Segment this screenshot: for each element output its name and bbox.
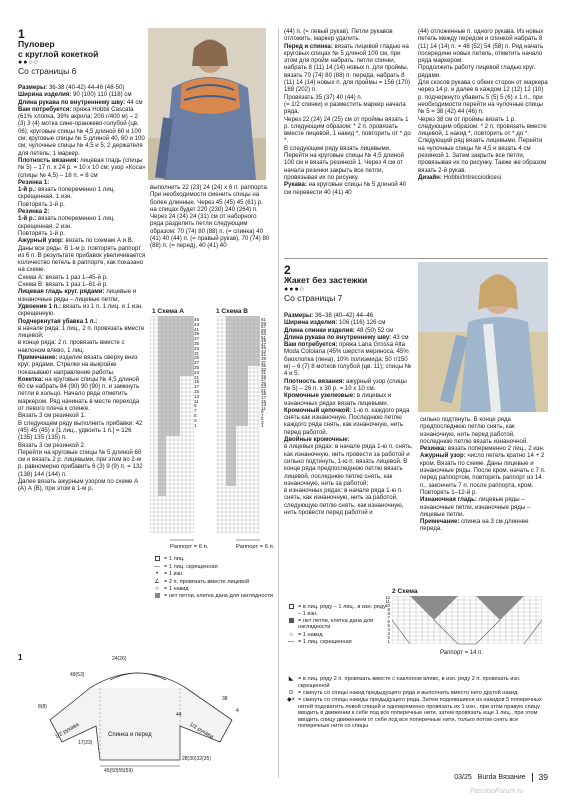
scheme-a-rapport: Раппорт = 6 п. <box>170 544 209 550</box>
filled-square-icon <box>284 618 298 626</box>
pattern1-photo-art <box>148 28 266 180</box>
p2c2-2: Ажурный узор: число петель кратно 14 + 2 кром. Вязать по схеме. Даны лицевые и изнаночные ряды. После кром. начать с 7 п. перед раппортом, повторять раппорт из 14 п., закончить 7 п. после раппорта, кром. Повторять 1–12-й р. <box>420 452 546 496</box>
legend1-item-3: ∠ = 2 п. провязать вместе лицевой <box>150 579 274 586</box>
schematic1-m6: 4 <box>236 708 239 714</box>
p1c3-5: В следующем ряду вязать лицевыми. Перейти на круговые спицы № 4,5 длиной 100 см и вязать резинкой 1. Через 4 см от начала резинки закрыть все петли, провязывая их по рисунку. <box>284 144 404 181</box>
p1c3-3: (= 1/2 спинки) и разместить маркер начала ряда. <box>284 100 406 116</box>
scheme2-row-number: 6 <box>387 619 390 624</box>
column-divider <box>278 28 279 778</box>
schematic1-m7: 28(30)32(35) <box>182 756 211 762</box>
pattern1-col1 <box>18 84 146 493</box>
schematic1-sleeve-left: 1/2 рукава <box>54 721 81 741</box>
p1c1-0: Размеры: 36-38 (40-42) 44-46 (48-50) <box>18 84 125 91</box>
pattern2-col1 <box>284 312 414 516</box>
p1c4-1: Продолжить работу лицевой гладью круг. рядами. <box>418 64 536 79</box>
scheme-b-row-number: 11 <box>261 405 266 411</box>
pattern2-difficulty: ●●●○ <box>284 285 305 293</box>
scheme-b-rapport: Раппорт = 6 п. <box>236 544 275 550</box>
scheme-b-row-number: 1 <box>261 423 264 429</box>
scheme-b-row-number: 3 <box>261 419 264 425</box>
scheme2-rapport: Раппорт = 14 п. <box>440 650 484 656</box>
scheme-b-row-number: 31 <box>261 370 267 376</box>
schematic1-body-label: Спинка и перед <box>108 732 152 738</box>
schematic1-m1: 49(53) <box>70 672 85 678</box>
p2c1-2: Длина спинки изделия: 48 (50) 52 см <box>284 326 394 334</box>
p2c1-0: Размеры: 36–38 (40–42) 44–46 <box>284 312 374 319</box>
p1c1-12: Схема А: вязать 1 раз 1–45-й р. <box>18 273 108 281</box>
scheme-b-title: 1 Схема В <box>216 308 248 315</box>
pattern2-number: 2 <box>284 263 291 277</box>
watermark: PassionForum.ru <box>470 788 524 795</box>
scheme-a-row-number: 1 <box>194 422 197 428</box>
p1c1-5: Резинка 1: <box>18 178 50 186</box>
scheme-a-row-number: 27 <box>194 360 200 366</box>
pattern1-difficulty: ●●○○ <box>18 59 39 66</box>
p1c1-19: Примечание: изделие вязать сверху вниз круг. рядами. Стрелки на выкройке показывают направление работы. <box>18 353 138 376</box>
scheme-b-row-number: 49 <box>261 338 267 344</box>
scheme-a-row-number: 9 <box>194 403 197 409</box>
p1c4-4: Следующий ряд вязать лицевыми. Перейти на чулочные спицы № 4,5 и вязать 4 см резинкой 1. Затем закрыть все петли, провязывая их по рисунку. Также же образом вязать 2-й рукав. <box>418 137 547 174</box>
scheme-a-row-number: 43 <box>194 321 200 327</box>
p1c3-4: Через 22 (24) 24 (25) см от проймы вязать 1 р. следующим образом: * 2 п. провязать вместе лицевой, 1 накид *, повторить от * до *. <box>284 115 411 145</box>
p1c1-10: Повторять 1-й р. <box>18 229 65 237</box>
p2c2-1: Резинка: вязать попеременно 2 лиц., 2 изн. <box>420 445 545 453</box>
pattern2-page-ref: Со страницы 7 <box>284 292 343 303</box>
p1c1-16: Подчеркнутая убавка 1 п.: <box>18 317 98 325</box>
scheme-a-row-number: 33 <box>194 345 200 351</box>
pattern2-col2 <box>420 416 548 533</box>
footer <box>438 772 548 782</box>
p1c4-0: (44) отложенные п. одного рукава. Из новых петель между передом и спинкой набрать 8 (11) 14 (14) п. = 48 (52) 54 (58) п. Ряд начать посередине новых петель, отметить начало ряда маркером. <box>418 28 544 65</box>
scheme-a-row-number: 29 <box>194 355 200 361</box>
p1c1-6: 1-й р.: вязать попеременно 1 лиц. скрещенная, 1 изн. <box>18 186 115 201</box>
pattern1-col4 <box>418 28 548 181</box>
scheme-b-row-numbers <box>261 318 271 428</box>
pattern1-number: 1 <box>18 27 25 41</box>
dash-icon: — <box>288 638 294 645</box>
footer-issue: 03/25 <box>454 773 472 781</box>
scheme-a-title: 1 Схема А <box>152 308 184 315</box>
scheme-a-row-number: 39 <box>194 331 200 337</box>
scheme-a-row-number: 17 <box>194 384 200 390</box>
scheme2-row-number: 3 <box>387 631 390 636</box>
scheme2-row-number: 5 <box>387 623 390 628</box>
p1c1-25: Далее вязать ажурным узором по схеме А (А) А (В), при этом в 1-м р. <box>18 478 139 493</box>
double-yarnover-icon: ◆× <box>286 696 296 703</box>
legend2-item-5: ⊙ = скинуть со спицы накид предыдущего ряда и выполнить вместо него другой накид <box>284 690 550 697</box>
scheme-b-row-number: 19 <box>261 391 267 397</box>
scheme-b-row-number: 59 <box>261 320 267 326</box>
p1c1-8: Резинка 2: <box>18 208 50 216</box>
scheme-b-row-number: 35 <box>261 363 267 369</box>
p1c3-1: Перед и спинка: вязать лицевой гладью на круговых спицах № 5 длиной 100 см, при этом для пройм набрать: петли спинки, набрать 8 (11) 14 (14) новых п. для проймы, вязать 70 (74) 80 (88) п. переда, набрать 8 (11) 14 (14) новых п. для проймы = 156 (170) 188 (202) п. <box>284 42 411 94</box>
legend1-item-2: • = 1 изн. <box>150 571 274 578</box>
scheme2-row-number: 7 <box>387 615 390 620</box>
legend1-item-0: = 1 лиц. <box>150 556 274 564</box>
p1c1-21: Вязать 3 см резинкой 1. <box>18 412 86 420</box>
p2c2-4: Примечание: спинка на 3 см длиннее переда. <box>420 518 529 533</box>
p2c1-10: в изнаночных рядах: в начале ряда 1-ю п. снять, как изнаночную, нить за работой, следующую петлю снять, как изнаночную, нить провести перед работой и <box>284 487 404 517</box>
scheme-b-row-number: 29 <box>261 373 267 379</box>
scheme2-grid <box>392 596 542 648</box>
p1c1-23: Вязать 3 см резинкой 2. <box>18 441 86 449</box>
pattern1-header <box>18 28 128 76</box>
scheme-a-row-number: 21 <box>194 374 200 380</box>
empty-square-icon <box>150 556 164 564</box>
scheme-b-row-number: 15 <box>261 398 267 404</box>
legend2-bottom <box>284 676 550 731</box>
scheme-a-row-number: 35 <box>194 340 200 346</box>
schematic1-m3: 17(23) <box>78 740 93 746</box>
p2c1-9: в лицевых рядах: в начале ряда 1-ю п. снять, как изнаночную, нить провести за работой и сильно подтянуть, 1-ю п. вязать лицевой. В конце ряда предпоследнюю петлю вязать лицевой, последнюю петлю снять, как изнаночную, нить за работой; <box>284 443 413 487</box>
scheme-a-row-number: 45 <box>194 317 200 322</box>
p1c3-6: Рукава: на круговые спицы № 5 длиной 40 см перевести 40 (41) 40 <box>284 181 407 196</box>
p1c4-3: Через 38 см от проймы вязать 1 р. следующим образом: * 2 п. провязать вместе лицевой, 1 накид *, повторить от * до *. <box>418 115 547 138</box>
scheme-a-row-number: 23 <box>194 369 200 375</box>
pattern1-title-line1: Пуловер <box>18 39 55 49</box>
schematic1-m4: 45(50)55(59) <box>104 768 133 774</box>
legend1-item-5: = нет петли, клетка дана для наглядности <box>150 593 274 601</box>
p2c1-3: Длина рукава по внутреннему шву: 43 см <box>284 333 409 341</box>
p2c1-4: Вам потребуется: пряжа Lana Grossa Alta Moda Cotolana (45% шерсти мериноса, 45% биохлопка (лена), 10% полиэмида; 50 г/150 м) – 6 (7) 8 мотков голубой (цв. 11); спицы № 4 и 5. <box>284 341 412 378</box>
legend2-top <box>284 604 390 646</box>
p1c1-2: Длина рукава по внутреннему шву: 44 см <box>18 98 143 106</box>
scheme-a-row-number: 5 <box>194 412 197 418</box>
scheme-b-row-number: 21 <box>261 387 267 393</box>
section-divider <box>284 258 548 259</box>
p1c1-15: Удвоение 1 п.: вязать из 1 п. 1 лиц. и 1 изн. скрещенную. <box>18 302 143 318</box>
scheme-b-row-number: 37 <box>261 359 267 365</box>
schemes-grid <box>150 316 278 548</box>
p2c2-0: сильно подтянуть. В конце ряда предпоследнюю петлю снять, как изнаночную, нить перед работой, последнюю петлю вязать изнаночной. <box>420 416 529 445</box>
scheme-b-row-number: 55 <box>261 327 267 333</box>
schematic1-number: 1 <box>18 653 23 662</box>
p2c1-7: Кромочный цепочкой: 1-ю п. каждого ряда снять как изнаночную. Последнюю петлю каждого ряда снять, как изнаночную, нить перед работой. <box>284 406 410 436</box>
pattern2-header <box>284 264 414 303</box>
scheme-b-row-number: 7 <box>261 412 264 418</box>
schematic1-sleeve-right: 1/2 рукава <box>188 721 215 741</box>
footer-separator <box>532 773 533 782</box>
scheme2-row-number: 2 <box>387 635 390 640</box>
scheme-b-row-number: 41 <box>261 352 267 358</box>
scheme-b-row-number: 33 <box>261 366 267 372</box>
scheme-b-row-number: 51 <box>261 334 267 340</box>
p1c1-17: в начале ряда: 1 лиц., 2 п. провязать вместе лицевой; <box>18 324 145 340</box>
legend2-item-1: = нет петли, клетка дана для наглядности <box>284 618 390 631</box>
footer-magazine: Burda Вязание <box>477 773 526 781</box>
scheme-a-row-number: 15 <box>194 388 200 394</box>
p2c1-6: Кромочные узелковые: в лицевых и изнаночных рядах вязать лицевыми. <box>284 392 392 407</box>
scheme-b-row-number: 27 <box>261 377 267 383</box>
p1c2-top: выполнить 22 (23) 24 (24) x 6 п. раппорта. При необходимости сменить спицы на более длинные. Через 45 (45) 45 (61) р. на спицах будет 220 (230) 240 (264) п. Через 24 (24) 24 (31) см от наборного ряда разделить петли следующим образом: 70 (74) 80 (88) п. (= спинка) 40 (41) 40 (44) п. (= правый рукав), 70 (74) 80 (88) п. (= перед), 40 (41) 40 <box>150 184 270 250</box>
p2c2-3: Изнаночная гладь: лицевые ряды – изнаночные петли, изнаночные ряды – лицевые петли. <box>420 496 531 518</box>
scheme2-row-number: 1 <box>387 639 390 644</box>
circle-icon: ○ <box>155 585 159 592</box>
filled-square-icon <box>150 593 164 601</box>
scheme-a-row-number: 25 <box>194 364 200 370</box>
p2c1-5: Плотность вязания: ажурный узор (спицы № 5) – 26 п. x 30 р. = 10 x 10 см. <box>284 377 407 392</box>
p1c3-2: Провязать 35 (37) 40 (44) п. <box>284 93 363 101</box>
p1c1-24: Перейти на круговые спицы № 5 длиной 60 см и вязать 2 р. лицевыми, при этом во 2-м р. равномерно прибавить 6 (3) 9 (9) п. = 132 (138) 144 (144) п. <box>18 448 143 478</box>
pattern1-page-ref: Со страницы 6 <box>18 66 77 76</box>
p1c1-7: Повторять 1-й р. <box>18 200 65 208</box>
schematic1-m2: 8(8) <box>38 704 47 710</box>
pattern2-title: Жакет без застежки <box>284 275 368 285</box>
p1c1-14: Лицевая гладь круг. рядами: лицевые и изнаночные ряды – лицевые петли. <box>18 288 137 303</box>
scheme-b-row-number: 39 <box>261 356 267 362</box>
scheme-b-row-number: 53 <box>261 331 267 337</box>
scheme2-row-number: 4 <box>387 627 390 632</box>
scheme-b-row-number: 9 <box>261 409 264 415</box>
schematic1 <box>20 660 270 772</box>
scheme-b-row-number: 5 <box>261 416 264 422</box>
scheme-a-row-number: 13 <box>194 393 200 399</box>
scheme-b-row-number: 43 <box>261 348 267 354</box>
pattern1-col2-top <box>150 184 270 250</box>
schematic1-m8: 38 <box>222 696 228 702</box>
scheme-b-row-number: 45 <box>261 345 267 351</box>
empty-square-icon <box>284 604 298 612</box>
pattern1-col3 <box>284 28 412 196</box>
right-lean-icon: ◣ <box>288 676 294 682</box>
p1c1-9: 1-й р.: вязать попеременно 1 лиц. скрещенная, 2 изн. <box>18 215 115 230</box>
scheme-a-row-number: 11 <box>194 398 199 404</box>
pattern1-photo <box>148 28 266 180</box>
schematic1-m0: 24(26) <box>112 656 127 662</box>
p1c4-2: Для скосов рукава с обеих сторон от маркера через 14 р. и далее в каждом 12 (12) 12 (10) р. подчеркнуто убавить 5 (5) 5 (6) x 1 п., при необходимости перейти на чулочные спицы № 5 = 38 (42) 44 (46) п. <box>418 79 548 116</box>
p1c1-20: Кокетка: на круговые спицы № 4,5 длиной 60 см набрать 84 (90) 90 (90) п. и замкнуть петли в кольцо. Начало ряда отметить маркером. Ряд начинать в месте перехода от левого плеча к спинке. <box>18 375 140 413</box>
scheme2-row-number: 11 <box>385 599 390 604</box>
scheme2-row-number: 8 <box>387 611 390 616</box>
p1c1-18: в конце ряда: 2 п. провязать вместе с наклоном влево, 1 лиц. <box>18 339 125 354</box>
scheme2-row-number: 10 <box>385 603 390 608</box>
p1c1-13: Схема В: вязать 1 раз 1–61-й р. <box>18 281 108 289</box>
scheme-b-row-number: 25 <box>261 380 267 386</box>
scheme-a-row-number: 41 <box>194 326 200 332</box>
legend2-item-3: — = 1 лиц. скрещенная <box>284 639 390 646</box>
pattern2-photo-art <box>418 262 548 412</box>
p2c1-1: Ширина изделия: 106 (116) 126 см <box>284 319 386 327</box>
legend2-item-4: ◣ = в лиц. ряду 2 п. провязать вместе с наклоном влево, в изн. ряду 2 п. провязать изн. скрещенной <box>284 676 550 689</box>
legend2-item-6: ◆× = скинуть со спицы накиды предыдущего ряда. Затем поднявшиеся из накидов 5 поперечных нитей подхватить левой спицей и одновременно провязать их 1 изн., при этом правую спицу вводить в движении к себе под все поперечные нити, затем провязать еще 1 лиц., при этом вводить спицу движением от себя под все поперечные нити, только потом снять все поперечные нити со спицы <box>284 697 550 730</box>
scheme-b-row-number: 23 <box>261 384 267 390</box>
scheme-a-row-number: 7 <box>194 408 197 414</box>
legend1-item-1: — = 1 лиц. скрещенная <box>150 564 274 571</box>
p1c1-22: В следующем ряду выполнить прибавки: 42 (45) 45 (45) x [1 лиц., удвоить 1 п.] = 126 (135) 135 (135) п. <box>18 419 143 442</box>
scheme-b-row-number: 17 <box>261 395 267 401</box>
scheme-b-row-number: 61 <box>261 317 267 322</box>
circle-icon: ○ <box>289 631 293 638</box>
scheme-b-row-number: 57 <box>261 324 267 330</box>
legend2-item-2: ○ = 1 накид <box>284 632 390 639</box>
scheme-a-row-number: 3 <box>194 417 197 423</box>
p1c3-0: (44) п. (= левый рукав). Петли рукавов отложить, маркер удалить. <box>284 28 393 43</box>
p1c4-5: Дизайн: Hobbii/Intrecciodicesi <box>418 173 502 181</box>
slipped-yarnover-icon: ⊙ <box>288 689 294 696</box>
p2c1-8: Двойные кромочные: <box>284 436 350 444</box>
scheme-b-row-number: 13 <box>261 402 267 408</box>
dash-icon: — <box>154 564 160 571</box>
scheme2-row-number: 12 <box>385 595 390 600</box>
scheme-a-row-number: 37 <box>194 336 200 342</box>
p1c1-1: Ширина изделия: 90 (100) 110 (118) см <box>18 91 132 99</box>
p1c1-4: Плотность вязания: лицевая гладь (спицы № 5) – 17 п. x 24 р. = 10 x 10 см; узор «Коса» (спицы № 4,5) – 18 п. = 8 см <box>18 156 146 179</box>
dot-icon: • <box>155 571 159 578</box>
pattern2-photo <box>418 262 548 412</box>
schematic1-m5: 44 <box>176 712 182 718</box>
page-number: 39 <box>538 772 548 782</box>
scheme-a-row-number: 31 <box>194 350 200 356</box>
legend2-item-0: = в лиц. ряду – 1 лиц., в изн. ряду – 1 изн. <box>284 604 390 617</box>
scheme2-title: 2 Схема <box>392 588 418 595</box>
scheme-a-row-numbers <box>194 318 204 428</box>
scheme2-row-number: 9 <box>387 607 390 612</box>
scheme-b-row-number: 47 <box>261 341 267 347</box>
legend1-item-4: ○ = 1 накид <box>150 586 274 593</box>
pattern1-title-line2: с круглой кокеткой <box>18 48 99 59</box>
scheme-a-row-number: 19 <box>194 379 200 385</box>
angle-icon: ∠ <box>154 578 160 585</box>
p1c1-11: Ажурный узор: вязать по схемам А и В. Даны все ряды. В 1-м р. повторять раппорт из 6 п. В результате прибавок увеличивается количество петель в раппорте, как показано на схеме. <box>18 237 146 274</box>
p1c1-3: Вам потребуется: пряжа Hobbii Cascata (61% хлопка, 39% акрила; 200 г/400 м) – 2 (3) 3 (4) мотка сине-оранжево-голубой (цв. 06); круговые спицы № 4,5 длиной 60 и 100 см; круговые спицы № 5 длиной 40, 60 и 100 см; чулочные спицы № 4,5 и 5; 2 держателя для петель; 1 маркер. <box>18 105 145 157</box>
legend1 <box>150 556 274 601</box>
